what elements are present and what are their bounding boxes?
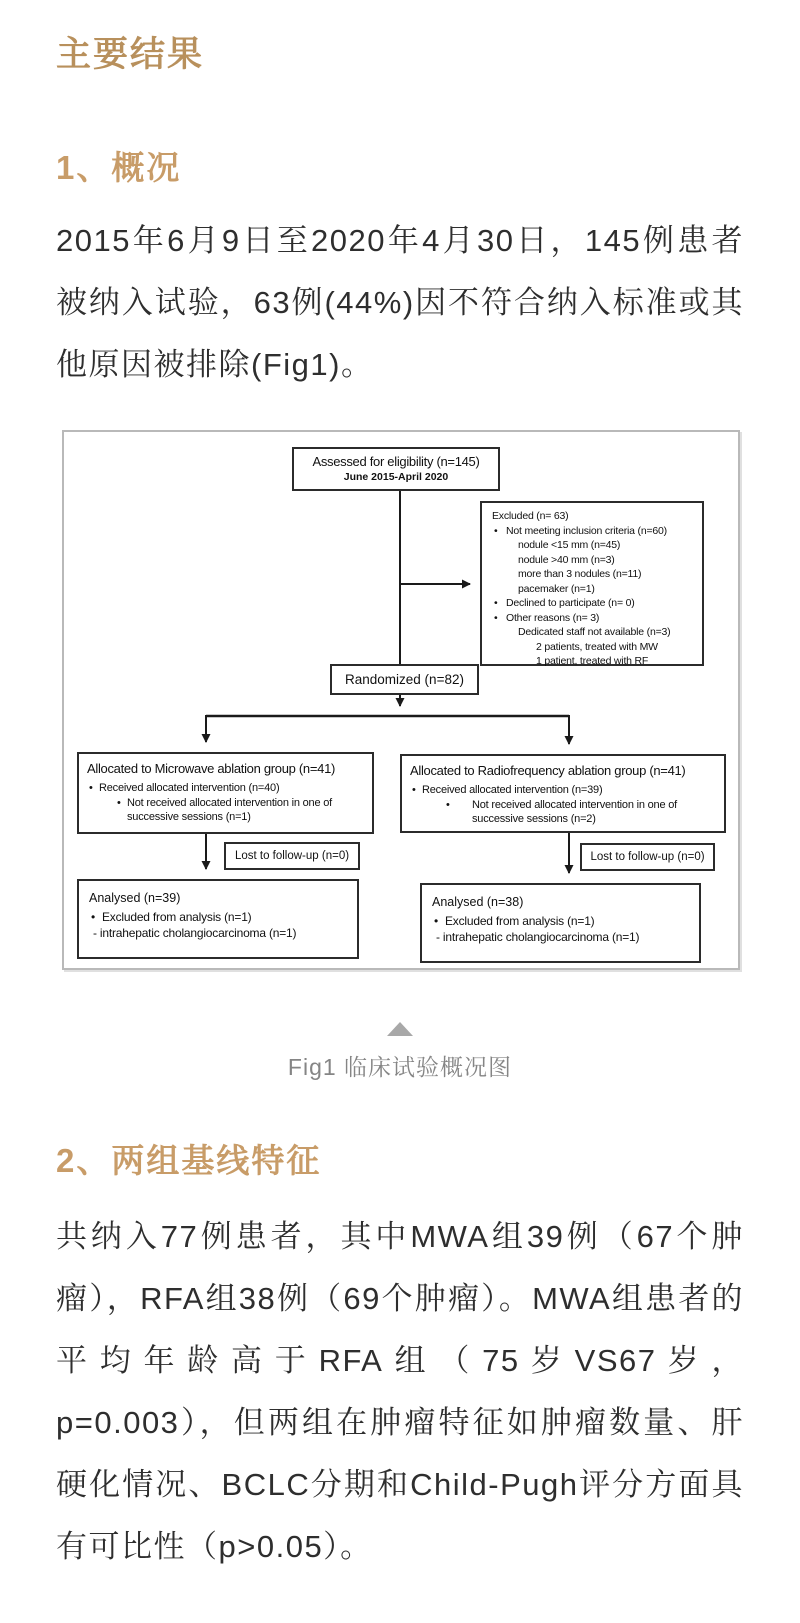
triangle-up-icon (387, 1022, 413, 1036)
excluded-item: • Not meeting inclusion criteria (n=60) (488, 524, 698, 539)
rfa-received-line: • Received allocated intervention (n=39) (410, 783, 718, 798)
excluded-item: • Declined to participate (n= 0) (488, 596, 698, 611)
article-page (0, 36, 800, 1578)
excluded-item: 2 patients, treated with MW (536, 640, 658, 653)
excluded-title: Excluded (n= 63) (492, 510, 569, 523)
rfa-allocation-title: Allocated to Radiofrequency ablation group (n=41) (410, 763, 686, 779)
section-1-heading: 1、概况 (56, 148, 182, 186)
excluded-item: 1 patient, treated with RF (536, 655, 649, 668)
assessed-dates: June 2015-April 2020 (343, 471, 449, 484)
analysed-right-box (420, 883, 701, 963)
lost-followup-left-box: Lost to follow-up (n=0) (224, 842, 360, 870)
analysed-left-reason: - intrahepatic cholangiocarcinoma (n=1) (93, 926, 297, 941)
analysed-right-excluded: • Excluded from analysis (n=1) (432, 913, 693, 929)
mwa-allocation-title: Allocated to Microwave ablation group (n=41) (87, 761, 336, 777)
excluded-item: more than 3 nodules (n=11) (518, 568, 642, 581)
analysed-right-reason: - intrahepatic cholangiocarcinoma (n=1) (436, 930, 640, 945)
section-2-heading: 2、两组基线特征 (56, 1142, 322, 1180)
randomized-box: Randomized (n=82) (330, 664, 479, 695)
main-heading: 主要结果 (56, 35, 205, 74)
analysed-left-title: Analysed (n=39) (89, 891, 181, 906)
lost-followup-right-box: Lost to follow-up (n=0) (580, 843, 715, 871)
analysed-left-excluded: • Excluded from analysis (n=1) (89, 909, 351, 925)
figure-caption: Fig1 临床试验概况图 (287, 1054, 513, 1081)
analysed-left-box (77, 879, 359, 959)
excluded-item: • Other reasons (n= 3) (488, 611, 698, 626)
figure-collapse-control (56, 1022, 744, 1036)
consort-flow-diagram-image[interactable] (62, 430, 740, 970)
excluded-item: nodule >40 mm (n=3) (518, 553, 615, 566)
excluded-item: nodule <15 mm (n=45) (518, 539, 621, 552)
analysed-right-title: Analysed (n=38) (432, 895, 524, 910)
mwa-not-received-line: • Not received allocated intervention in one of successive sessions (n=1) (87, 796, 366, 825)
rfa-not-received-line: • Not received allocated intervention in one of successive sessions (n=2) (410, 798, 718, 827)
section-1-paragraph: 2015年6月9日至2020年4月30日，145例患者被纳入试验，63例(44%)因不符合纳入标准或其他原因被排除(Fig1)。 (56, 223, 744, 383)
assessed-box (292, 447, 500, 491)
excluded-box (480, 501, 704, 666)
mwa-received-line: • Received allocated intervention (n=40) (87, 781, 366, 796)
excluded-item: Dedicated staff not available (n=3) (518, 626, 671, 639)
rfa-allocation-box (400, 754, 726, 833)
excluded-item: pacemaker (n=1) (518, 582, 595, 595)
section-2-paragraph: 共纳入77例患者，其中MWA组39例（67个肿瘤），RFA组38例（69个肿瘤）。MWA组患者的平均年龄高于RFA组（75岁VS67岁，p=0.003），但两组在肿瘤特征如肿瘤数量、肝硬化情况、BCLC分期和Child-Pugh评分方面具有可比性（p>0.05）。 (56, 1219, 744, 1565)
mwa-allocation-box (77, 752, 374, 834)
assessed-title: Assessed for eligibility (n=145) (312, 454, 480, 470)
